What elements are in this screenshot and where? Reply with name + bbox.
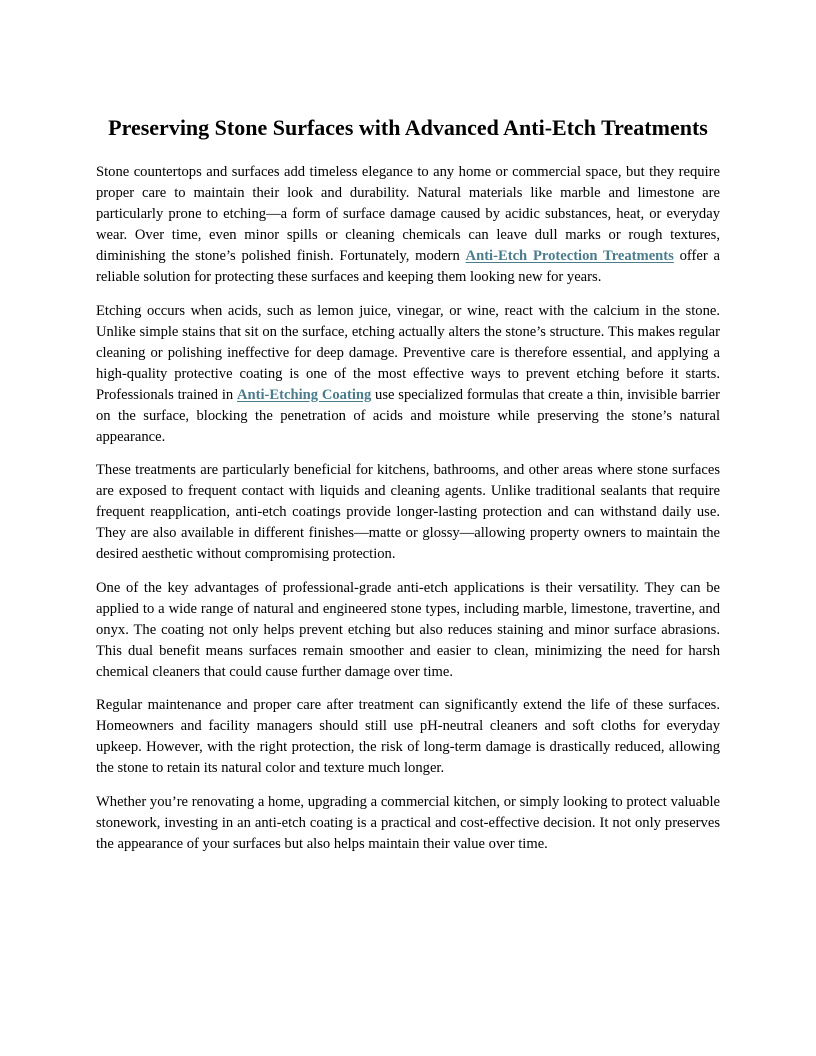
document-page [96, 112, 720, 867]
paragraph-maintenance: Regular maintenance and proper care after treatment can significantly extend the life of these surfaces. Homeowners and facility managers should still use pH-neutral cleaners and soft cloths for everyday upkeep. However, with the right protection, the risk of long-term damage is drastically reduced, allowing the stone to retain its natural color and texture much longer. [96, 697, 720, 776]
anti-etching-coating-link[interactable]: Anti-Etching Coating [236, 386, 372, 403]
paragraph-text: Etching occurs when acids, such as lemon juice, vinegar, or wine, react with the calcium in the stone. Unlike simple stains that sit on the surface, etching actually alters the stone’s structure. This makes regular cleaning or polishing ineffective for deep damage. Preventive care is therefore essential, and applying a high-quality protective coating is one of the most effective ways to prevent etching before it starts. Professionals trained in [96, 302, 720, 403]
document-title: Preserving Stone Surfaces with Advanced Anti-Etch Treatments [108, 115, 708, 140]
paragraph-conclusion: Whether you’re renovating a home, upgrading a commercial kitchen, or simply looking to protect valuable stonework, investing in an anti-etch coating is a practical and cost-effective decision. It not only preserves the appearance of your surfaces but also helps maintain their value over time. [96, 793, 720, 852]
paragraph-intro [96, 162, 720, 288]
paragraph-etching [96, 301, 720, 448]
paragraph-text: use specialized formulas that create a thin, invisible barrier on the surface, blocking the penetration of acids and moisture while preserving the stone’s natural appearance. [96, 386, 720, 445]
paragraph-benefits: These treatments are particularly beneficial for kitchens, bathrooms, and other areas where stone surfaces are exposed to frequent contact with liquids and cleaning agents. Unlike traditional sealants that require frequent reapplication, anti-etch coatings provide longer-lasting protection and can withstand daily use. They are also available in different finishes—matte or glossy—allowing property owners to maintain the desired aesthetic without compromising protection. [96, 462, 720, 562]
paragraph-versatility: One of the key advantages of professional-grade anti-etch applications is their versatility. They can be applied to a wide range of natural and engineered stone types, including marble, limestone, travertine, and onyx. The coating not only helps prevent etching but also reduces staining and minor surface abrasions. This dual benefit means surfaces remain smoother and easier to clean, minimizing the need for harsh chemical cleaners that could cause further damage over time. [96, 579, 720, 680]
paragraph-text: Stone countertops and surfaces add timeless elegance to any home or commercial space, but they require proper care to maintain their look and durability. Natural materials like marble and limestone are particularly prone to etching—a form of surface damage caused by acidic substances, heat, or everyday wear. Over time, even minor spills or cleaning chemicals can leave dull marks or rough textures, diminishing the stone’s polished finish. Fortunately, modern [96, 164, 720, 264]
paragraph-text: offer a reliable solution for protecting these surfaces and keeping them looking new for years. [96, 248, 720, 285]
anti-etch-protection-link[interactable]: Anti-Etch Protection Treatments [465, 248, 674, 264]
